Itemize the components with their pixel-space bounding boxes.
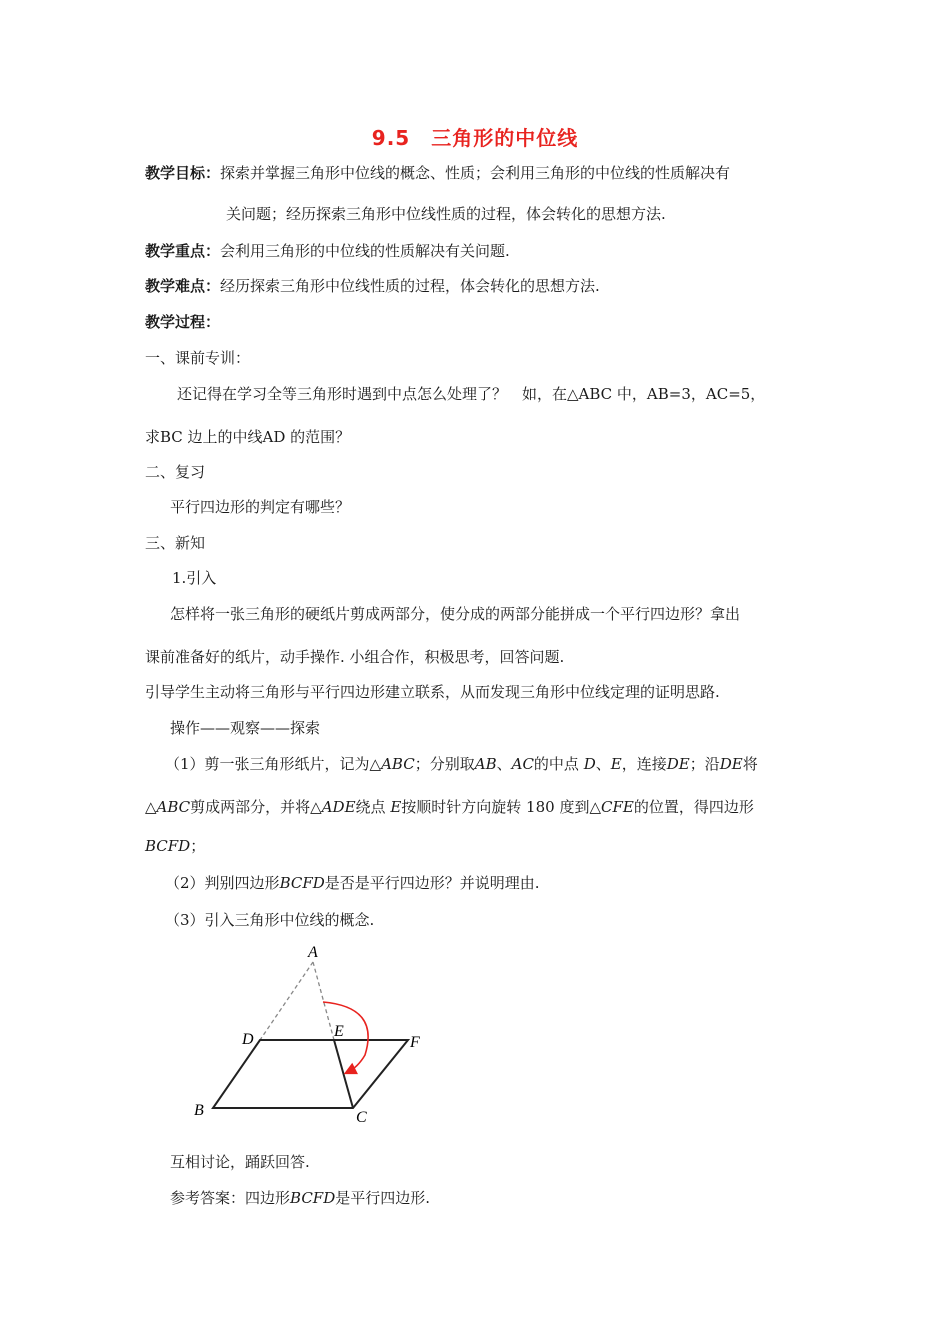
step1-text-c: 、 [496, 755, 512, 773]
step2-line [165, 873, 540, 893]
section3-heading: 三、新知 [145, 534, 206, 552]
objectives-line-2: 关问题；经历探索三角形中位线性质的过程，体会转化的思想方法. [226, 205, 666, 223]
step1-text-e: 、 [595, 755, 611, 773]
discussion-text: 互相讨论，踊跃回答. [170, 1153, 310, 1171]
step1-l2-d: 按顺时针方向旋转 180 度到△ [401, 798, 601, 816]
step1-line-3 [145, 836, 205, 856]
point-label-f: F [410, 1034, 420, 1051]
guidance-paragraph: 引导学生主动将三角形与平行四边形建立联系，从而发现三角形中位线定理的证明思路. [145, 683, 720, 701]
step1-text-g: ；沿 [689, 755, 720, 773]
step1-line-1 [165, 754, 758, 774]
key-points-label: 教学重点： [145, 242, 221, 260]
step1-number: （1） [165, 755, 205, 773]
step1-text-d: 的中点 [533, 755, 579, 773]
step3-text-a: 引入三角形中位线的概念. [204, 911, 375, 929]
operation-heading: 操作——观察——探索 [170, 719, 321, 737]
step1-l2-a: △ [145, 798, 157, 816]
page-title: 9.5 三角形的中位线 [371, 126, 579, 150]
section1-heading: 一、课前专训： [145, 349, 251, 367]
rotation-arrow [323, 1002, 368, 1072]
step1-ac: AC [511, 755, 534, 773]
step1-e-2: E [390, 798, 402, 816]
subsection-intro: 1.引入 [172, 569, 217, 587]
step1-text-b: ；分别取 [414, 755, 475, 773]
step2-text-a: 判别四边形 [204, 874, 280, 892]
step1-text-h: 将 [742, 755, 758, 773]
objectives-line-1 [145, 163, 730, 183]
difficulties-text: 经历探索三角形中位线性质的过程，体会转化的思想方法. [220, 277, 600, 295]
step3-line [165, 910, 374, 930]
step1-ab: AB [474, 755, 497, 773]
parallelogram-bcfd [213, 1040, 408, 1108]
step1-e: E [610, 755, 622, 773]
section1-line-2: 求BC 边上的中线AD 的范围？ [145, 428, 351, 446]
step1-line-2 [145, 797, 754, 817]
step1-de: DE [666, 755, 690, 773]
answer-text-b: 是平行四边形. [335, 1189, 431, 1207]
step3-number: （3） [165, 911, 205, 929]
parallelogram-figure [180, 945, 440, 1130]
key-points-text: 会利用三角形的中位线的性质解决有关问题. [220, 242, 510, 260]
step1-d: D [583, 755, 596, 773]
dashed-line-ae [313, 962, 334, 1040]
answer-bcfd: BCFD [290, 1189, 336, 1207]
section2-heading: 二、复习 [145, 463, 206, 481]
step1-de-2: DE [719, 755, 743, 773]
step1-l2-b: 剪成两部分，并将△ [190, 798, 322, 816]
step1-ade: ADE [321, 798, 356, 816]
key-points-line [145, 241, 510, 261]
step1-text-a: 剪一张三角形纸片，记为△ [204, 755, 382, 773]
process-label: 教学过程： [145, 313, 221, 331]
step2-number: （2） [165, 874, 205, 892]
step1-bcfd: BCFD [145, 837, 191, 855]
answer-text-a: 参考答案：四边形 [170, 1189, 291, 1207]
step1-cfe: CFE [601, 798, 634, 816]
step1-l2-c: 绕点 [355, 798, 386, 816]
objectives-text-1: 探索并掌握三角形中位线的概念、性质；会利用三角形的中位线的性质解决有 [220, 164, 731, 182]
point-label-b: B [194, 1102, 204, 1119]
section1-line-1: 还记得在学习全等三角形时遇到中点怎么处理了？ 如，在△ABC 中，AB=3，AC=5， [177, 385, 766, 403]
dashed-line-ad [260, 962, 313, 1040]
segment-ec [334, 1040, 353, 1108]
difficulties-label: 教学难点： [145, 277, 221, 295]
point-label-e: E [334, 1023, 344, 1040]
intro-paragraph-line-1: 怎样将一张三角形的硬纸片剪成两部分，使分成的两部分能拼成一个平行四边形？拿出 [170, 605, 741, 623]
step2-bcfd: BCFD [279, 874, 325, 892]
difficulties-line [145, 276, 600, 296]
step1-l3: ； [190, 837, 206, 855]
step2-text-b: 是否是平行四边形？并说明理由. [324, 874, 540, 892]
reference-answer [170, 1188, 430, 1208]
step1-abc: ABC [381, 755, 415, 773]
intro-paragraph-line-2: 课前准备好的纸片，动手操作. 小组合作，积极思考，回答问题. [145, 648, 565, 666]
step1-text-f: ，连接 [621, 755, 667, 773]
point-label-d: D [242, 1031, 254, 1048]
point-label-c: C [356, 1109, 367, 1126]
section2-text: 平行四边形的判定有哪些？ [170, 498, 351, 516]
objectives-label: 教学目标： [145, 164, 221, 182]
point-label-a: A [308, 945, 318, 961]
step1-l2-e: 的位置，得四边形 [633, 798, 754, 816]
step1-abc-2: ABC [156, 798, 191, 816]
